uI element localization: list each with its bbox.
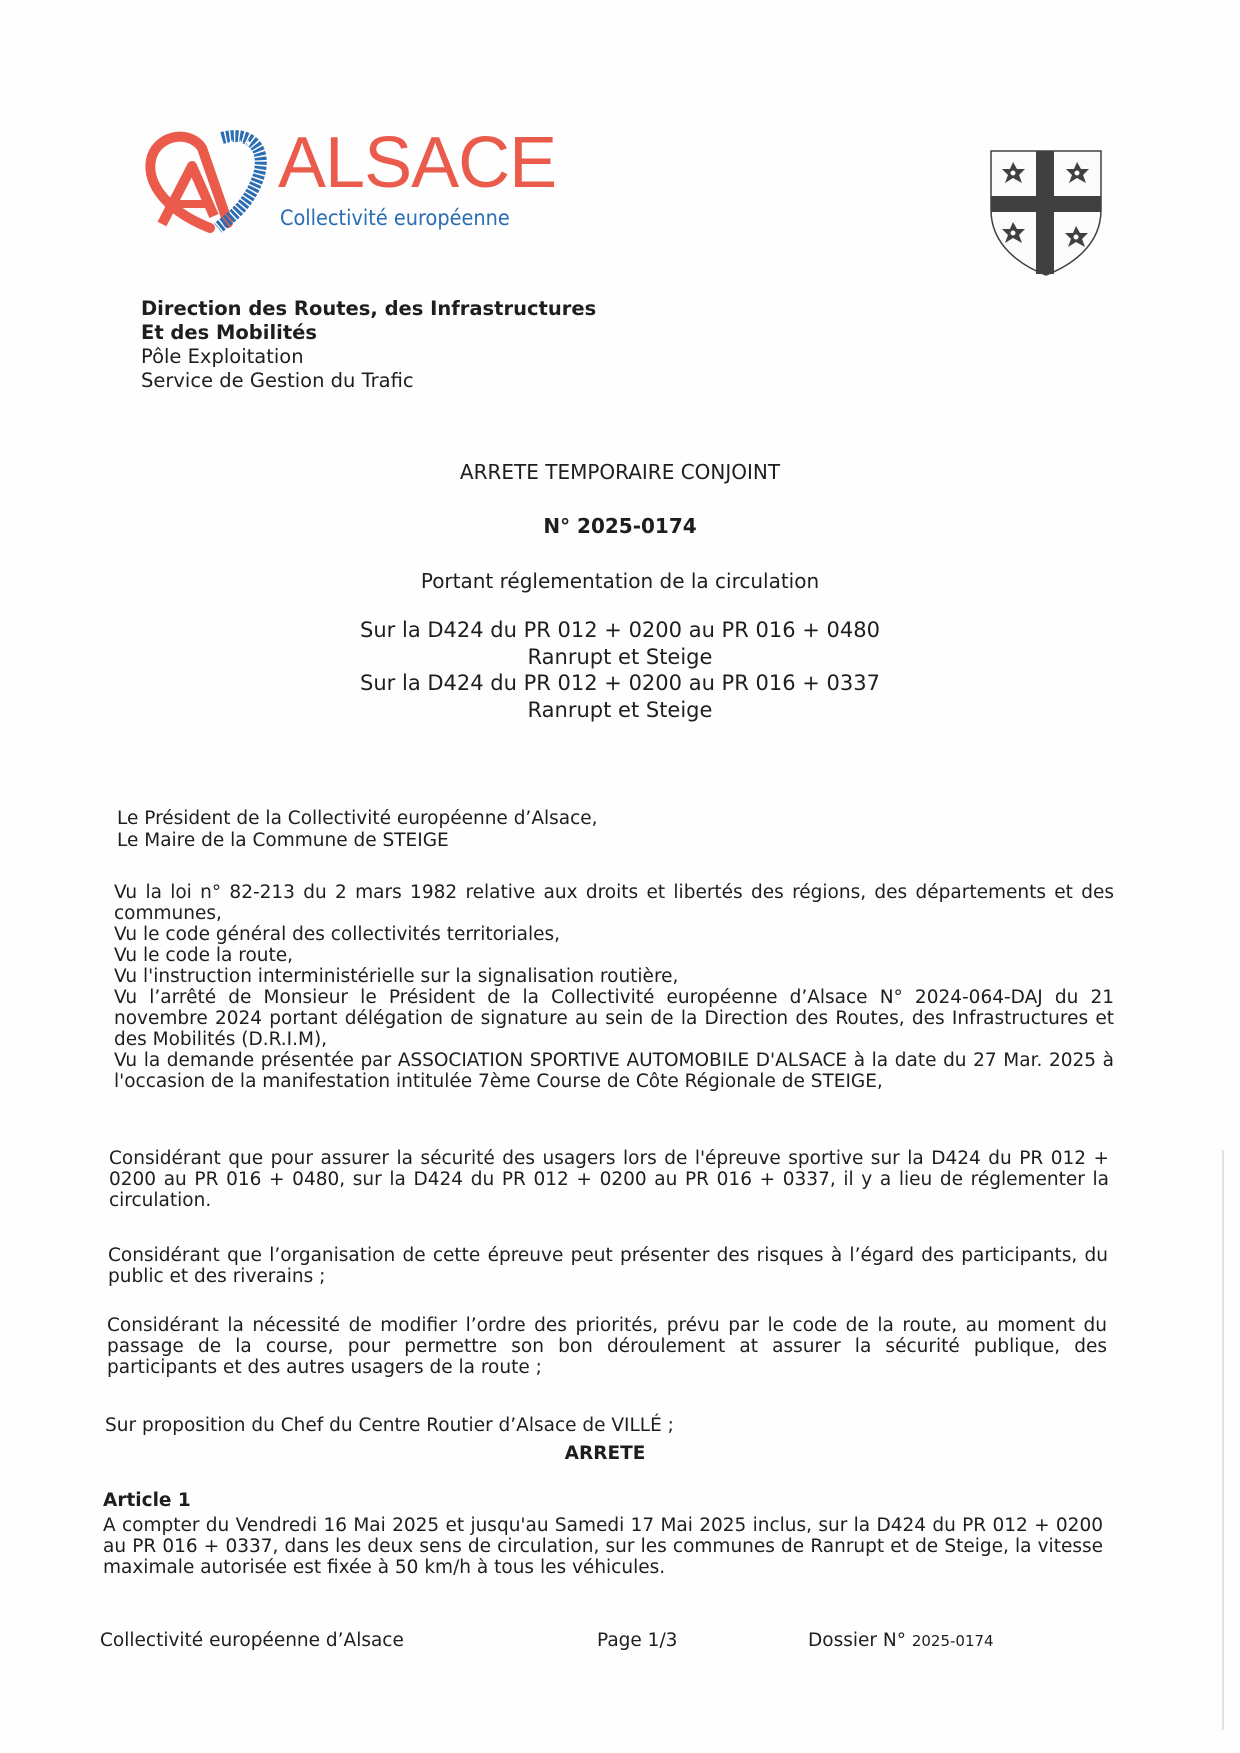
logo-wordmark: ALSACE xyxy=(278,123,557,203)
header-service: Service de Gestion du Trafic xyxy=(141,369,414,392)
authority-line: Le Maire de la Commune de STEIGE xyxy=(117,830,449,851)
header-pole: Pôle Exploitation xyxy=(141,345,304,368)
decree-locations xyxy=(0,617,1240,723)
considerant-1: Considérant que pour assurer la sécurité des usagers lors de l'épreuve sportive sur la D424 du PR 012 + 0200 au PR 016 + 0480, sur la D424 du PR 012 + 0200 au PR 016 + 0337, il y a lieu de réglementer la circulation. xyxy=(109,1148,1109,1211)
visa-item: Vu l’arrêté de Monsieur le Président de la Collectivité européenne d’Alsace N° 2024-064-DAJ du 21 novembre 2024 portant délégation de signature au sein de la Direction des Routes, des Infrastructures et des Mobilités (D.R.I.M), xyxy=(114,987,1114,1050)
header-mobilites: Et des Mobilités xyxy=(141,321,317,344)
dossier-label: Dossier N° xyxy=(808,1630,906,1651)
visa-item: Vu l'instruction interministérielle sur la signalisation routière, xyxy=(114,966,679,987)
visa-item: Vu le code général des collectivités territoriales, xyxy=(114,924,561,945)
location-line: Sur la D424 du PR 012 + 0200 au PR 016 + 0337 xyxy=(360,671,880,695)
dossier-number: 2025-0174 xyxy=(911,1632,994,1650)
visa-item: Vu la loi n° 82-213 du 2 mars 1982 relative aux droits et libertés des régions, des départements et des communes, xyxy=(114,882,1114,924)
svg-text:★★★: ★★★ xyxy=(228,139,253,149)
location-line: Sur la D424 du PR 012 + 0200 au PR 016 + 0480 xyxy=(360,618,880,642)
proposition: Sur proposition du Chef du Centre Routier d’Alsace de VILLÉ ; xyxy=(105,1415,674,1436)
visa-item: Vu la demande présentée par ASSOCIATION SPORTIVE AUTOMOBILE D'ALSACE à la date du 27 Mar. 2025 à l'occasion de la manifestation intitulée 7ème Course de Côte Régionale de STEIGE, xyxy=(114,1050,1114,1092)
visa-list xyxy=(114,882,1114,1092)
article-1-text: A compter du Vendredi 16 Mai 2025 et jusqu'au Samedi 17 Mai 2025 inclus, sur la D424 du PR 012 + 0200 au PR 016 + 0337, dans les deux sens de circulation, sur les communes de Ranrupt et de Steige, la vitesse maximale autorisée est fixée à 50 km/h à tous les véhicules. xyxy=(103,1515,1103,1578)
logo-subtitle: Collectivité européenne xyxy=(280,206,510,230)
alsace-emblem-icon xyxy=(140,128,275,238)
shield-cross-stars-icon xyxy=(988,148,1104,278)
considerant-3: Considérant la nécessité de modifier l’ordre des priorités, prévu par le code de la route, au moment du passage de la course, pour permettre son bon déroulement at assurer la sécurité publique, des participants et des autres usagers de la route ; xyxy=(107,1315,1107,1378)
decree-kind: ARRETE TEMPORAIRE CONJOINT xyxy=(459,460,781,484)
footer-dossier xyxy=(808,1630,994,1651)
department-header xyxy=(141,297,596,393)
authorities xyxy=(117,808,598,852)
footer-page-number: Page 1/3 xyxy=(597,1630,678,1651)
alsace-logo xyxy=(140,123,557,238)
header-direction: Direction des Routes, des Infrastructures xyxy=(141,297,597,320)
decree-subject: Portant réglementation de la circulation xyxy=(420,569,820,593)
scan-edge xyxy=(1222,1150,1224,1730)
decree-number: N° 2025-0174 xyxy=(543,514,697,538)
location-line: Ranrupt et Steige xyxy=(527,697,713,722)
visa-item: Vu le code la route, xyxy=(114,945,294,966)
location-line: Ranrupt et Steige xyxy=(527,644,713,669)
authority-line: Le Président de la Collectivité européenne d’Alsace, xyxy=(117,808,598,829)
arrete-heading: ARRETE xyxy=(564,1443,646,1464)
article-1-heading: Article 1 xyxy=(103,1490,191,1511)
considerant-2: Considérant que l’organisation de cette épreuve peut présenter des risques à l’égard des participants, du public et des riverains ; xyxy=(108,1245,1108,1287)
coat-of-arms xyxy=(988,148,1104,278)
footer-organization: Collectivité européenne d’Alsace xyxy=(100,1630,404,1651)
